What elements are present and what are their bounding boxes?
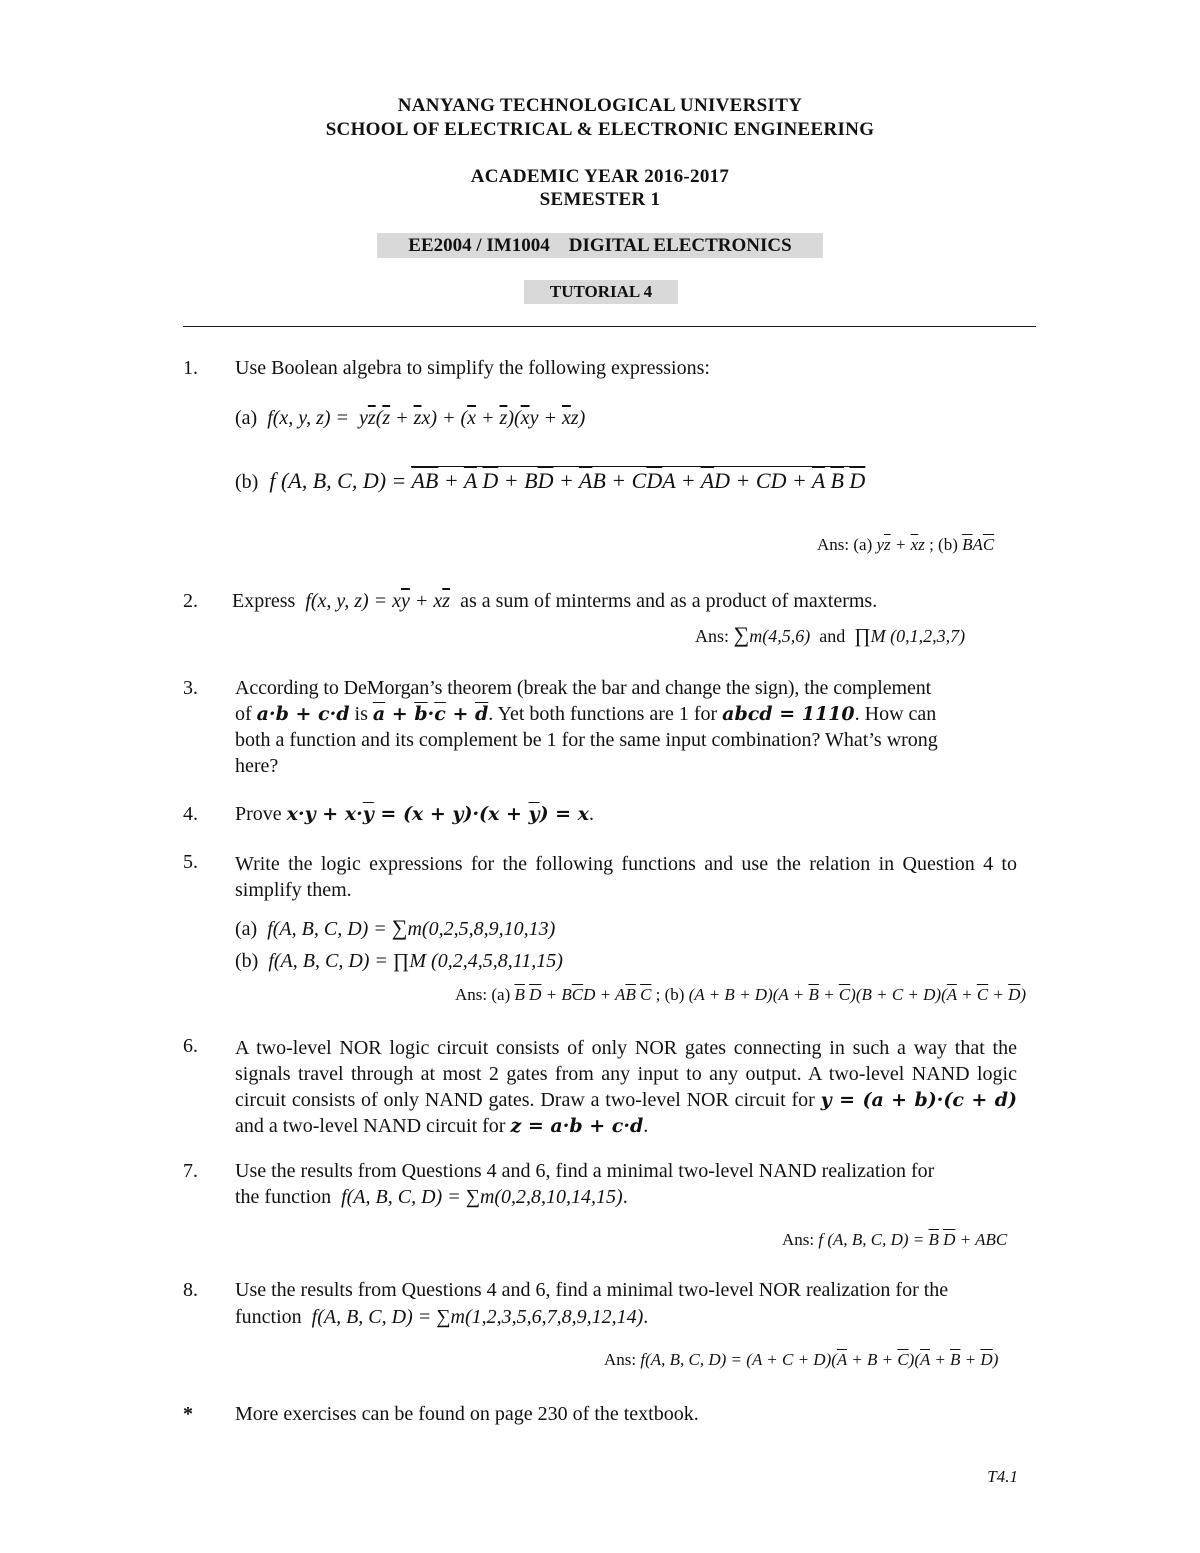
minterm-list: m(0,2,5,8,9,10,13) [407,918,556,940]
question-1a [235,407,585,430]
question-5a [235,915,555,941]
part-label: (a) [235,407,258,429]
expression-2: f(x, y, $z) = x\overline{y} + x\overline{z}$ [300,590,451,612]
expression-1b: f (A, B, C, $D) = \overline{AB} + \overline{A}$ $\overline{D} + B\overline{D} + \overline{A}B + C\overline{D}A + \overline{A}D$ + CD + $\overline{A}$ $\overline{B}$ $\overline{D}$ [263,468,866,493]
expression-1a: f(x, y, $z) = y\overline{z}(\overline{z} + \overline{z}x) + (\overline{x} + \overline{z})(\overline{x}y + \overline{x}z)$ [262,407,586,429]
question-number: 4. [183,803,198,825]
question-5b [235,950,563,973]
question-4-text: Prove $x\cdot y + x\cdot\overline{y} = (x + y)\cdot(x + \overline{y}) = x$. [235,803,595,825]
function-5a: f(A, B, C, D) = [262,918,392,940]
question-2-suffix: as a sum of minterms and as a product of maxterms. [460,590,878,612]
q6-text: and a two-level NAND circuit for [235,1115,506,1137]
sum-symbol: ∑ [436,1306,451,1328]
question-5-text: Write the logic expressions for the following functions and use the relation in Question 4 to simplify them. [235,853,1017,901]
answer-label: Ans: [604,1350,637,1369]
minterm-list: m(0,2,8,10,14,15) [479,1186,623,1208]
minterm-list: m(1,2,3,5,6,7,8,9,12,14) [450,1306,644,1328]
question-3-line-1: According to DeMorgan’s theorem (break the bar and change the sign), the complement [235,677,932,699]
question-3-line-4: here? [235,755,279,777]
question-1b [235,468,865,494]
course-title: EE2004 / IM1004 DIGITAL ELECTRONICS [377,233,823,258]
answer-separator: ; (b) [655,985,685,1004]
note-text: More exercises can be found on page 230 of the textbook. [235,1403,699,1425]
answer-8 [604,1350,998,1370]
q3-text: is [354,703,368,725]
question-8-line-1: Use the results from Questions 4 and 6, find a minimal two-level NOR realization for the [235,1279,949,1301]
question-number: 6. [183,1035,198,1057]
answer-separator: ; (b) [929,535,958,554]
header-divider [183,326,1036,327]
question-number: 8. [183,1279,198,1301]
question-number: 5. [183,851,198,873]
question-number: 3. [183,677,198,699]
q3-text: of [235,703,252,725]
question-7-line-1: Use the results from Questions 4 and 6, find a minimal two-level NAND realization for [235,1160,935,1182]
expression-6-z: z = a·b + c·d [510,1115,644,1137]
answer-1b-expression: $\overline{B}A\overline{C}$ [962,535,995,554]
question-3-line-2 [235,703,936,726]
complement-expression-3: $\overline{a} + \overline{b}\cdot\overline{c} + \overline{d}$ [372,703,489,725]
q3-text: . Yet both functions are 1 for [488,703,718,725]
answer-2 [695,622,965,648]
question-number: 2. [183,590,198,612]
academic-year: ACADEMIC YEAR 2016-2017 [470,166,730,187]
q6-text: A two-level NOR logic circuit consists of only NOR gates connecting in such a way that the signals travel through at most 2 gates from any input to any output. A two-level NAND logic circuit consists of only NAND gates. Draw a two-level NOR circuit for [235,1037,1017,1111]
question-number: 7. [183,1160,198,1182]
expression-6-y: y = (a + b)·(c + d) [820,1089,1018,1111]
question-6-text: A two-level NOR logic circuit consists of only NOR gates connecting in such a way that the signals travel through at most 2 gates from any input to any output. A two-level NAND logic circuit consists of only NAND gates. Draw a two-level NOR circuit for y = (a + b)·(c + d) and a two-level NAND circuit for z = a·b + c·d. [235,1037,1018,1137]
sum-symbol: ∑ [733,622,750,647]
semester: SEMESTER 1 [539,189,661,210]
maxterm-list: M (0,1,2,3,7) [870,626,966,646]
answer-1 [817,535,994,555]
function-5b: f(A, B, C, D) = [263,950,393,972]
answer-7-expression: f (A, B, C, $D) = \overline{B}$ $\overline{D}$ + ABC [818,1230,1008,1249]
q8-text: function [235,1306,302,1328]
maxterm-list: M (0,2,4,5,8,11,15) [409,950,563,972]
minterm-list: m(4,5,6) [749,626,811,646]
q3-text: . How can [854,703,937,725]
product-symbol: ∏ [854,625,871,647]
university-name: NANYANG TECHNOLOGICAL UNIVERSITY [397,95,803,116]
note-marker: * [183,1403,193,1425]
answer-5 [455,985,1026,1005]
product-symbol: ∏ [392,950,410,972]
function-7: f(A, B, C, D) = [336,1186,466,1208]
answer-5a-expression: $\overline{B}$ $\overline{D} + B\overline{C}D + A\overline{B}$ $\overline{C}$ [514,985,652,1004]
page-number: T4.1 [987,1467,1018,1486]
answer-label: Ans: (a) [817,535,873,554]
answer-label: Ans: [695,626,730,646]
sum-symbol: ∑ [391,915,408,940]
answer-1a-expression: $y\overline{z} + \overline{x}z$ [876,535,930,554]
part-label: (b) [235,950,259,972]
function-8: f(A, B, C, D) = [306,1306,437,1328]
answer-7 [782,1230,1007,1250]
question-8-line-2: function f(A, B, C, D) = ∑m(1,2,3,5,6,7,8,9,12,14). [235,1306,649,1328]
sum-symbol: ∑ [465,1186,480,1208]
question-3-line-3: both a function and its complement be 1 for the same input combination? What’s wrong [235,729,938,751]
question-2-text [232,590,877,613]
question-1-text: Use Boolean algebra to simplify the following expressions: [235,357,710,379]
answer-8-expression: f(A, B, C, $D) = (A + C + D)(\overline{A} + B + \overline{C})(\overline{A} + \overline{B} + \overline{D})$ [640,1350,999,1369]
answer-5b-expression: $(A + B + D)(A + \overline{B} + \overline{C})(B + C + D)(\overline{A} + \overline{C} + \overline{D})$ [688,985,1027,1004]
tutorial-title: TUTORIAL 4 [524,280,678,304]
q4-text: Prove [235,803,282,825]
answer-conjunction: and [819,626,846,646]
expression-4: $x\cdot y + x\cdot\overline{y} = (x + y)\cdot(x + \overline{y}) = x$ [286,803,590,825]
part-label: (b) [235,471,259,493]
answer-label: Ans: (a) [455,985,511,1004]
expression-3: a·b + c·d [256,703,350,725]
school-name: SCHOOL OF ELECTRICAL & ELECTRONIC ENGINEERING [325,119,875,140]
input-combination: abcd = 1110 [722,703,855,725]
part-label: (a) [235,918,258,940]
question-number: 1. [183,357,198,379]
q7-text: the function [235,1186,332,1208]
question-7-line-2: the function f(A, B, C, D) = ∑m(0,2,8,10,14,15). [235,1186,628,1208]
question-2-prefix: Express [232,590,296,612]
answer-label: Ans: [782,1230,815,1249]
